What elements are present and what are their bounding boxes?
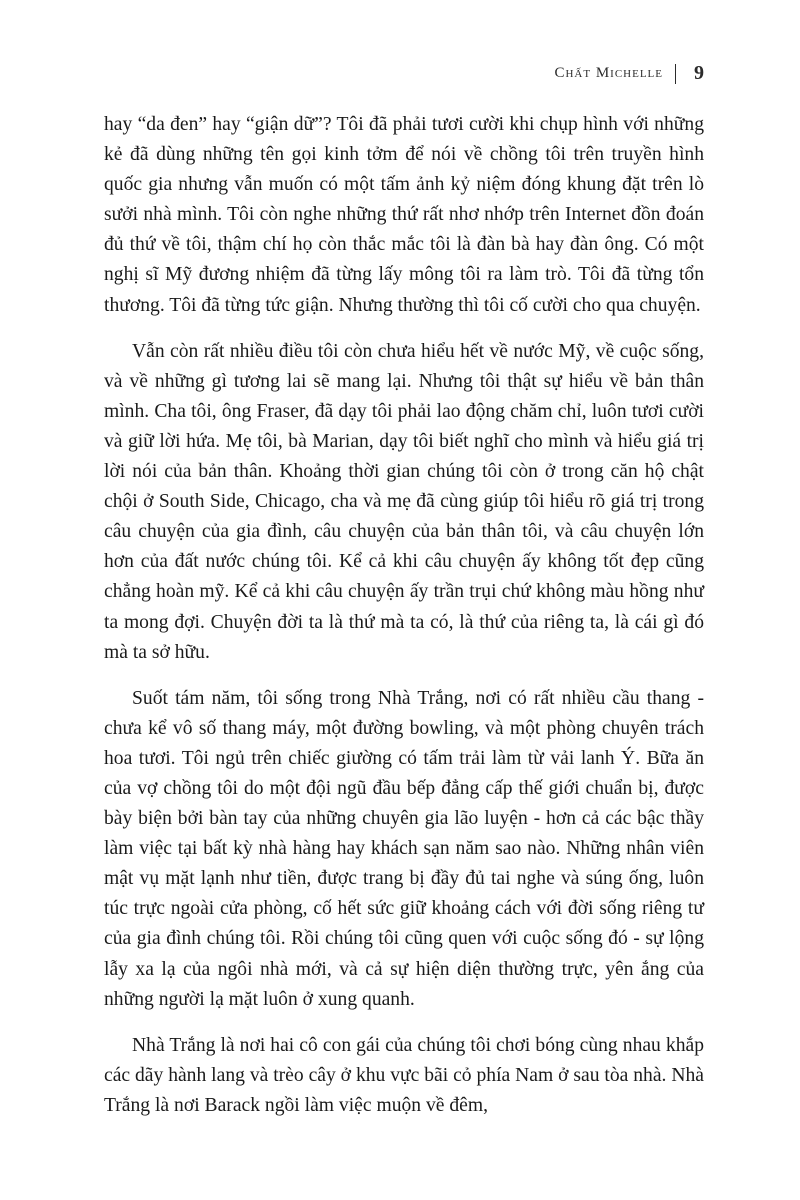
paragraph-3: Suốt tám năm, tôi sống trong Nhà Trắng, nơi có rất nhiều cầu thang - chưa kể vô số thang máy, một đường bowling, và một phòng chuyên trách hoa tươi. Tôi ngủ trên chiếc giường có tấm trải làm từ vải lanh Ý. Bữa ăn của vợ chồng tôi do một đội ngũ đầu bếp đẳng cấp thế giới chuẩn bị, được bày biện bởi bàn tay của những chuyên gia lão luyện - hơn cả các bậc thầy làm việc tại bất kỳ nhà hàng hay khách sạn năm sao nào. Những nhân viên mật vụ mặt lạnh như tiền, được trang bị đầy đủ tai nghe và súng ống, luôn túc trực ngoài cửa phòng, cố hết sức giữ khoảng cách với đời sống riêng tư của gia đình chúng tôi. Rồi chúng tôi cũng quen với cuộc sống đó - sự lộng lẫy xa lạ của ngôi nhà mới, và cả sự hiện diện thường trực, yên ắng của những người lạ mặt luôn ở xung quanh.: [104, 687, 704, 1010]
paragraph-4: Nhà Trắng là nơi hai cô con gái của chúng tôi chơi bóng cùng nhau khắp các dãy hành lang và trèo cây ở khu vực bãi cỏ phía Nam ở sau tòa nhà. Nhà Trắng là nơi Barack ngồi làm việc muộn về đêm,: [104, 1034, 704, 1116]
page-number: 9: [694, 62, 704, 84]
paragraph-2: Vẫn còn rất nhiều điều tôi còn chưa hiểu hết về nước Mỹ, về cuộc sống, và về những gì tương lai sẽ mang lại. Nhưng tôi thật sự hiểu về bản thân mình. Cha tôi, ông Fraser, đã dạy tôi phải lao động chăm chỉ, luôn tươi cười và giữ lời hứa. Mẹ tôi, bà Marian, dạy tôi biết nghĩ cho mình và hiểu giá trị lời nói của bản thân. Khoảng thời gian chúng tôi còn ở trong căn hộ chật chội ở South Side, Chicago, cha và mẹ đã cùng giúp tôi hiểu rõ giá trị trong câu chuyện của gia đình, câu chuyện của bản thân tôi, và câu chuyện lớn hơn của đất nước chúng tôi. Kể cả khi câu chuyện ấy không tốt đẹp cũng chẳng hoàn mỹ. Kể cả khi câu chuyện ấy trần trụi chứ không màu hồng như ta mong đợi. Chuyện đời ta là thứ mà ta có, là thứ của riêng ta, là cái gì đó mà ta sở hữu.: [104, 340, 704, 663]
paragraph-1: hay “da đen” hay “giận dữ”? Tôi đã phải tươi cười khi chụp hình với những kẻ đã dùng những tên gọi kinh tởm để nói về chồng tôi trên truyền hình quốc gia nhưng vẫn muốn có một tấm ảnh kỷ niệm đóng khung đặt trên lò sưởi nhà mình. Tôi còn nghe những thứ rất nhơ nhớp trên Internet đồn đoán đủ thứ về tôi, thậm chí họ còn thắc mắc tôi là đàn bà hay đàn ông. Có một nghị sĩ Mỹ đương nhiệm đã từng lấy mông tôi ra làm trò. Tôi đã từng tổn thương. Tôi đã từng tức giận. Nhưng thường thì tôi cố cười cho qua chuyện.: [104, 114, 704, 316]
body-text: [104, 110, 704, 1137]
running-title: Chất Michelle: [554, 65, 663, 81]
header-divider: [675, 64, 676, 84]
running-header: [554, 62, 704, 85]
